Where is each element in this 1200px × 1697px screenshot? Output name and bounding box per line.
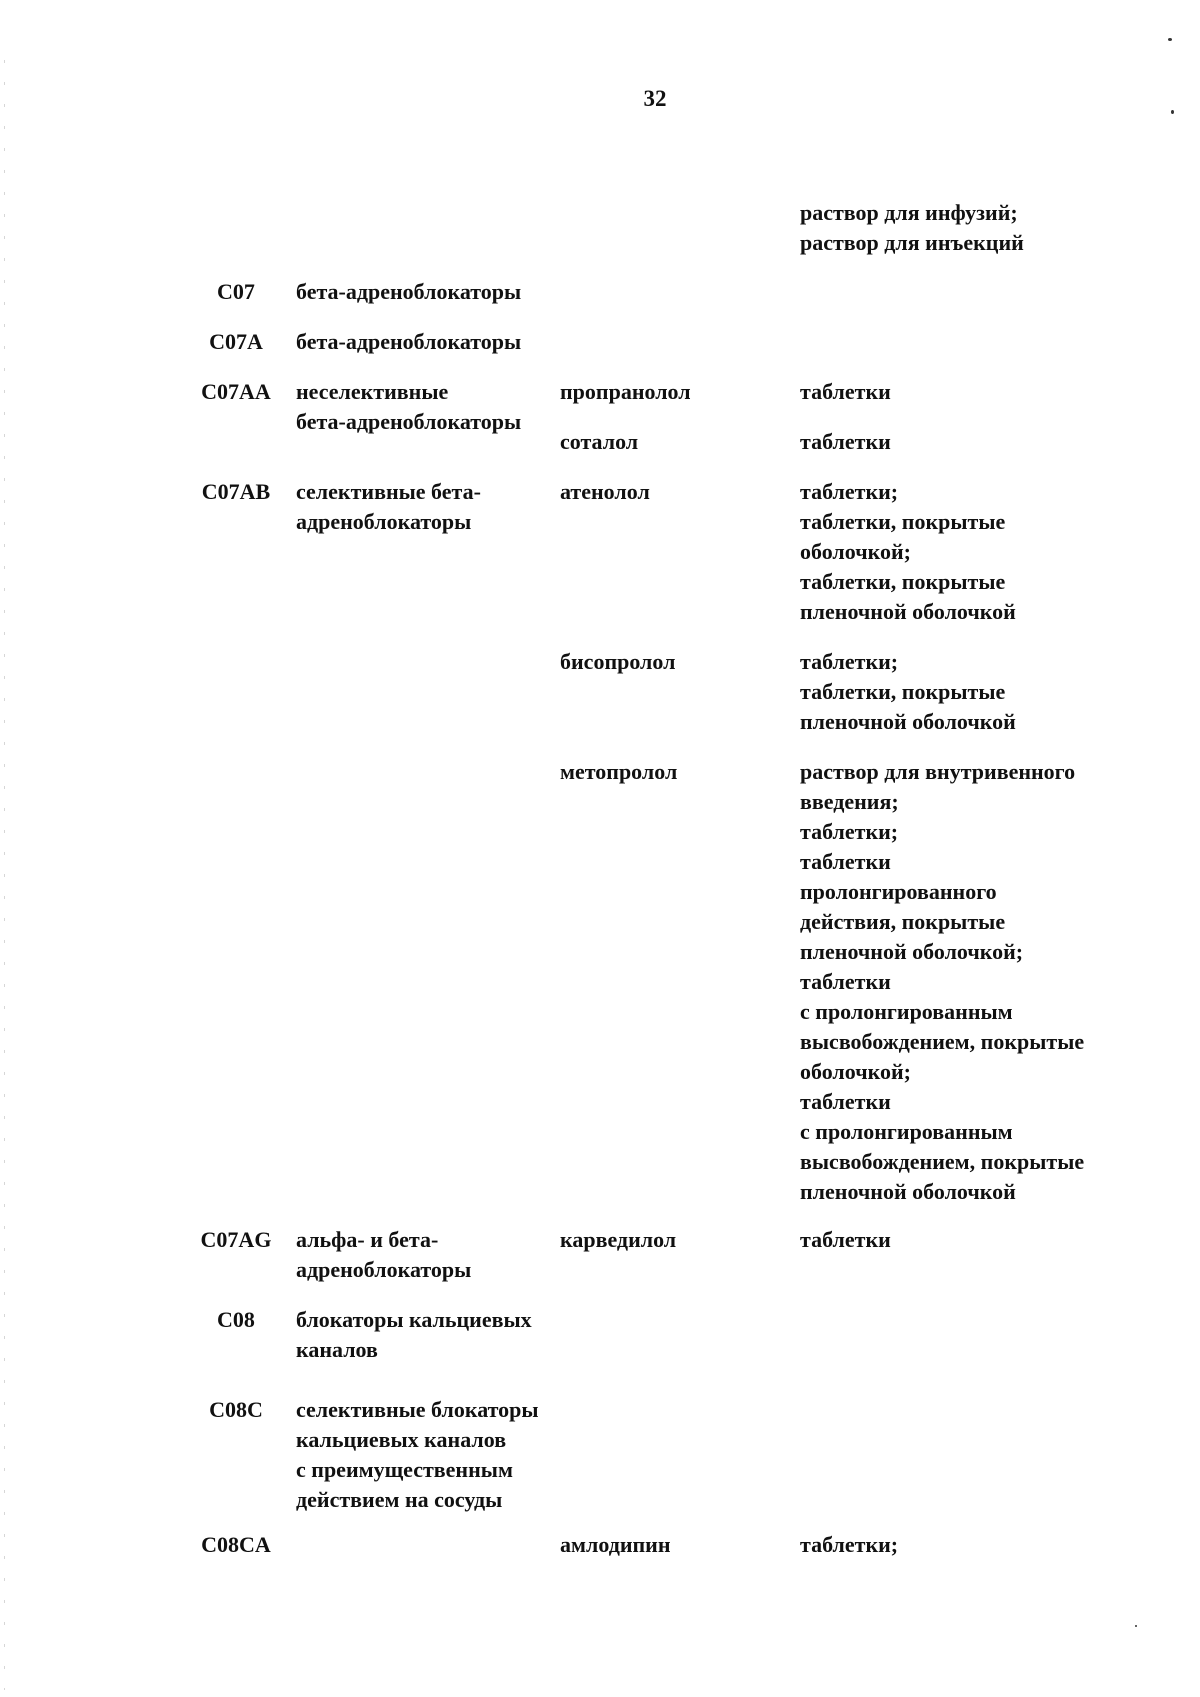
drug-name: бисопролол bbox=[560, 649, 676, 674]
drug-name: метопролол bbox=[560, 759, 678, 784]
scan-speck bbox=[1135, 1625, 1137, 1627]
dosage-form-line: таблетки, покрытые bbox=[800, 679, 1006, 704]
group-name-line: адреноблокаторы bbox=[296, 1257, 472, 1282]
atc-code: C07A bbox=[209, 329, 263, 354]
dosage-form-line: таблетки; bbox=[800, 819, 899, 844]
group-name-line: неселективные bbox=[296, 379, 449, 404]
dosage-form-line: пленочной оболочкой; bbox=[800, 939, 1024, 964]
dosage-form-line: пленочной оболочкой bbox=[800, 599, 1016, 624]
dosage-form-line: высвобождением, покрытые bbox=[800, 1029, 1085, 1054]
dosage-form-line: пленочной оболочкой bbox=[800, 1179, 1016, 1204]
dosage-form-line: пленочной оболочкой bbox=[800, 709, 1016, 734]
dosage-form-line: таблетки bbox=[800, 1089, 891, 1114]
group-name-line: кальциевых каналов bbox=[296, 1427, 507, 1452]
atc-code: C07AG bbox=[200, 1227, 272, 1252]
group-name-line: селективные блокаторы bbox=[296, 1397, 539, 1422]
group-name-line: с преимущественным bbox=[296, 1457, 513, 1482]
drug-name: амлодипин bbox=[560, 1532, 671, 1557]
atc-code: C07AB bbox=[201, 479, 271, 504]
drug-name: соталол bbox=[560, 429, 639, 454]
dosage-form-line: таблетки; bbox=[800, 479, 899, 504]
dosage-form-line: с пролонгированным bbox=[800, 1119, 1013, 1144]
group-name-line: бета-адреноблокаторы bbox=[296, 279, 522, 304]
dosage-form-line: с пролонгированным bbox=[800, 999, 1013, 1024]
scan-edge-mark bbox=[4, 60, 5, 1690]
drug-name: атенолол bbox=[560, 479, 650, 504]
dosage-form-line: введения; bbox=[800, 789, 899, 814]
group-name-line: альфа- и бета- bbox=[296, 1227, 439, 1252]
atc-code: C08 bbox=[217, 1307, 255, 1332]
dosage-form-line: таблетки, покрытые bbox=[800, 509, 1006, 534]
dosage-form-line: таблетки bbox=[800, 969, 891, 994]
page-number: 32 bbox=[643, 86, 667, 111]
group-name-line: блокаторы кальциевых bbox=[296, 1307, 532, 1332]
dosage-form-line: таблетки; bbox=[800, 649, 899, 674]
group-name-line: действием на сосуды bbox=[296, 1487, 503, 1512]
dosage-form-line: таблетки bbox=[800, 429, 891, 454]
dosage-form-line: раствор для внутривенного bbox=[800, 759, 1076, 784]
dosage-form-line: высвобождением, покрытые bbox=[800, 1149, 1085, 1174]
scan-speck bbox=[1168, 38, 1172, 41]
dosage-form-line: таблетки bbox=[800, 379, 891, 404]
atc-code: C07 bbox=[217, 279, 255, 304]
dosage-form-line: таблетки bbox=[800, 1227, 891, 1252]
dosage-form-line: таблетки, покрытые bbox=[800, 569, 1006, 594]
drug-name: карведилол bbox=[560, 1227, 677, 1252]
group-name-line: бета-адреноблокаторы bbox=[296, 329, 522, 354]
drug-name: пропранолол bbox=[560, 379, 691, 404]
dosage-form-line: оболочкой; bbox=[800, 539, 911, 564]
group-name-line: селективные бета- bbox=[296, 479, 481, 504]
group-name-line: бета-адреноблокаторы bbox=[296, 409, 522, 434]
dosage-form-line: пролонгированного bbox=[800, 879, 997, 904]
dosage-form-line: раствор для инъекций bbox=[800, 230, 1024, 255]
atc-code: C07AA bbox=[201, 379, 271, 404]
dosage-form-line: оболочкой; bbox=[800, 1059, 911, 1084]
atc-code: C08C bbox=[209, 1397, 263, 1422]
atc-code: C08CA bbox=[201, 1532, 271, 1557]
dosage-form-line: таблетки bbox=[800, 849, 891, 874]
dosage-form-line: раствор для инфузий; bbox=[800, 200, 1018, 225]
dosage-form-line: таблетки; bbox=[800, 1532, 899, 1557]
dosage-form-line: действия, покрытые bbox=[800, 909, 1006, 934]
group-name-line: адреноблокаторы bbox=[296, 509, 472, 534]
group-name-line: каналов bbox=[296, 1337, 378, 1362]
